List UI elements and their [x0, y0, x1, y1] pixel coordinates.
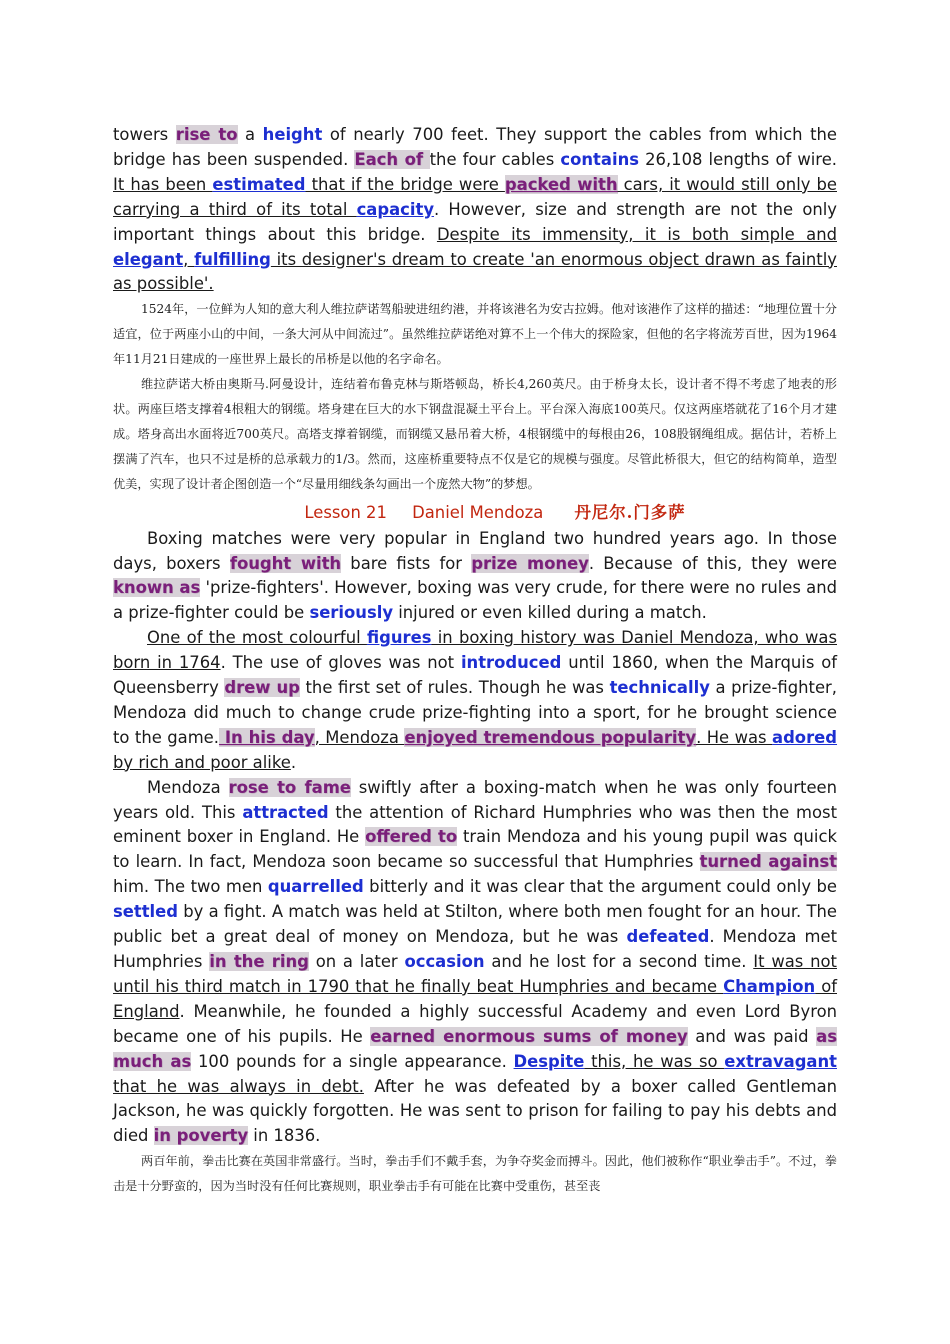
paragraph-top-1	[113, 123, 837, 297]
underlined-text: that if the bridge were	[305, 174, 505, 194]
keyword: attracted	[242, 802, 329, 822]
keyword: estimated	[212, 174, 306, 194]
underlined-text: in boxing history was Daniel Mendoza, who was born in 1764	[113, 628, 837, 673]
document-page	[113, 123, 837, 1199]
keyword: introduced	[460, 653, 562, 673]
highlighted-phrase: known as	[113, 578, 201, 598]
underlined-text: of England	[113, 976, 837, 1021]
text-run: by a fight. A match was held at Stilton, where both men fought for an hour. The public bet a great deal of money on Mendoza, but he was	[113, 902, 837, 947]
text-run: 'prize-fighters'. However, boxing was very crude, for there were no rules and a prize-fighter could be	[113, 578, 837, 623]
text-run: After he was defeated by a boxer called Gentleman Jackson, he was quickly forgotten. He was sent to prison for failing to pay his debts and died	[113, 1076, 837, 1146]
text-run: him. The two men	[113, 877, 268, 897]
highlighted-phrase: as much as	[113, 1026, 837, 1071]
underlined-text: cars, it would still only be carrying a third of its total	[113, 174, 837, 219]
text-run: the first set of rules. Though he was	[299, 678, 610, 698]
underlined-text: by rich and poor alike	[113, 752, 291, 772]
keyword: extravagant	[724, 1051, 837, 1071]
paragraph-main-2	[113, 626, 837, 775]
keyword: technically	[609, 678, 710, 698]
underlined-text: ,	[183, 249, 195, 269]
highlighted-phrase: offered to	[365, 827, 458, 847]
keyword: seriously	[309, 603, 393, 623]
highlighted-phrase: fought with	[229, 553, 342, 573]
underlined-text: One of the most colourful	[147, 628, 367, 648]
highlighted-phrase: In his day	[218, 727, 315, 747]
keyword: capacity	[356, 199, 435, 219]
text-run: .	[290, 752, 297, 772]
text-run: in 1836.	[248, 1126, 321, 1146]
translation-top-2: 维拉萨诺大桥由奥斯马.阿曼设计，连结着布鲁克林与斯塔顿岛，桥长4,260英尺。由于桥身太长，设计者不得不考虑了地表的形状。两座巨塔支撑着4根粗大的钢缆。塔身建在巨大的水下钢盘混凝土平台上。平台深入海底100英尺。仅这两座塔就花了16个月才建成。塔身高出水面将近700英尺。高塔支撑着钢缆，而钢缆又悬吊着大桥，4根钢缆中的每根由26，108股钢绳组成。据估计，若桥上摆满了汽车，也只不过是桥的总承载力的1/3。然而，这座桥重要特点不仅是它的规模与强度。尽管此桥很大，但它的结构简单，造型优美，实现了设计者企图创造一个“尽量用细线条勾画出一个庞然大物”的梦想。	[113, 377, 837, 491]
highlighted-phrase: in poverty	[153, 1126, 249, 1146]
underlined-text: Despite its immensity, it is both simple and	[436, 224, 837, 244]
lesson-title-zh: 丹尼尔.门多萨	[574, 502, 686, 522]
text-run: Mendoza	[147, 777, 229, 797]
translation-top-1: 1524年，一位鲜为人知的意大利人维拉萨诺驾船驶进纽约港，并将该港名为安古拉姆。他对该港作了这样的描述：“地理位置十分适宜，位于两座小山的中间，一条大河从中间流过”。虽然维拉萨诺绝对算不上一个伟大的探险家，但他的名字将流芳百世，因为1964年11月21日建成的一座世界上最长的吊桥是以他的名字命名。	[113, 302, 837, 367]
keyword: adored	[772, 727, 838, 747]
highlighted-phrase: earned enormous sums of money	[370, 1026, 688, 1046]
text-run: a prize-fighter, Mendoza did much to change crude prize-fighting into a sport, for he brought science to the game.	[113, 678, 837, 747]
highlighted-phrase: in the ring	[209, 952, 309, 971]
lesson-heading	[113, 501, 837, 524]
highlighted-phrase: rose to fame	[228, 777, 351, 797]
keyword: Champion	[723, 976, 816, 996]
keyword: elegant	[113, 249, 184, 269]
text-run: . Meanwhile, he founded a highly successful Academy and even Lord Byron became one of his pupils. He	[113, 1001, 837, 1046]
text-run: towers	[113, 125, 176, 144]
underlined-text: . He was	[696, 727, 773, 747]
text-run: . Mendoza met Humphries	[113, 927, 837, 971]
text-run: of nearly 700 feet. They support the cables from which the bridge has been suspended.	[113, 125, 837, 169]
paragraph-main-3	[113, 776, 837, 1150]
text-run: 26,108 lengths of wire.	[639, 149, 837, 169]
underlined-text: It was not until his third match in 1790 that he finally beat Humphries and became	[113, 952, 837, 996]
text-run: swiftly after a boxing-match when he was only fourteen years old. This	[113, 777, 837, 822]
text-run: and was paid	[687, 1026, 817, 1046]
keyword: quarrelled	[267, 877, 364, 897]
text-run: until 1860, when the Marquis of Queensberry	[113, 653, 837, 698]
text-run: a	[237, 125, 263, 144]
translation-main-1: 两百年前，拳击比赛在英国非常盛行。当时，拳击手们不戴手套，为争夺奖金而搏斗。因此，他们被称作“职业拳击手”。不过，拳击是十分野蛮的，因为当时没有任何比赛规则，职业拳击手有可能在比赛中受重伤，甚至丧	[113, 1154, 837, 1194]
underlined-text: that he was always in debt.	[113, 1076, 364, 1096]
highlighted-phrase: Each of	[354, 149, 430, 169]
highlighted-phrase: packed with	[504, 174, 618, 194]
text-run: on a later	[308, 952, 405, 971]
keyword: fulfilling	[194, 249, 271, 269]
underlined-text: , Mendoza	[314, 727, 405, 747]
text-run: bitterly and it was clear that the argument could only be	[363, 877, 837, 897]
text-run: bare fists for	[341, 553, 472, 573]
paragraph-main-1	[113, 527, 837, 627]
keyword: defeated	[626, 927, 710, 947]
text-run: . Because of this, they were	[588, 553, 838, 573]
text-run: the attention of Richard Humphries who was then the most eminent boxer in England. He	[113, 802, 837, 847]
keyword: settled	[113, 902, 179, 922]
keyword: figures	[366, 628, 432, 648]
highlighted-phrase: enjoyed tremendous popularity	[404, 727, 697, 747]
underlined-text: this, he was so	[584, 1051, 725, 1071]
text-run: . The use of gloves was not	[220, 653, 461, 673]
highlighted-phrase: drew up	[224, 678, 300, 698]
keyword: occasion	[404, 952, 485, 971]
text-run: train Mendoza and his young pupil was quick to learn. In fact, Mendoza soon became so successful that Humphries	[113, 827, 837, 872]
lesson-number: Lesson 21	[304, 502, 387, 522]
text-run: injured or even killed during a match.	[393, 603, 707, 623]
text-run: and he lost for a second time.	[484, 952, 754, 971]
keyword: Despite	[513, 1051, 585, 1071]
keyword: height	[262, 125, 323, 144]
highlighted-phrase: prize money	[471, 553, 589, 573]
text-run: Boxing matches were very popular in England two hundred years ago. In those days, boxers	[113, 528, 837, 573]
text-run: 100 pounds for a single appearance.	[191, 1051, 514, 1071]
highlighted-phrase: turned against	[699, 852, 838, 872]
highlighted-phrase: rise to	[175, 125, 238, 144]
text-run: the four cables	[429, 149, 561, 169]
text-run: . However, size and strength are not the only important things about this bridge.	[113, 199, 837, 244]
lesson-title: Daniel Mendoza	[412, 502, 544, 522]
underlined-text: It has been	[113, 174, 213, 194]
underlined-text: its designer's dream to create 'an enormous object drawn as faintly as possible'.	[113, 249, 837, 294]
keyword: contains	[560, 149, 639, 169]
